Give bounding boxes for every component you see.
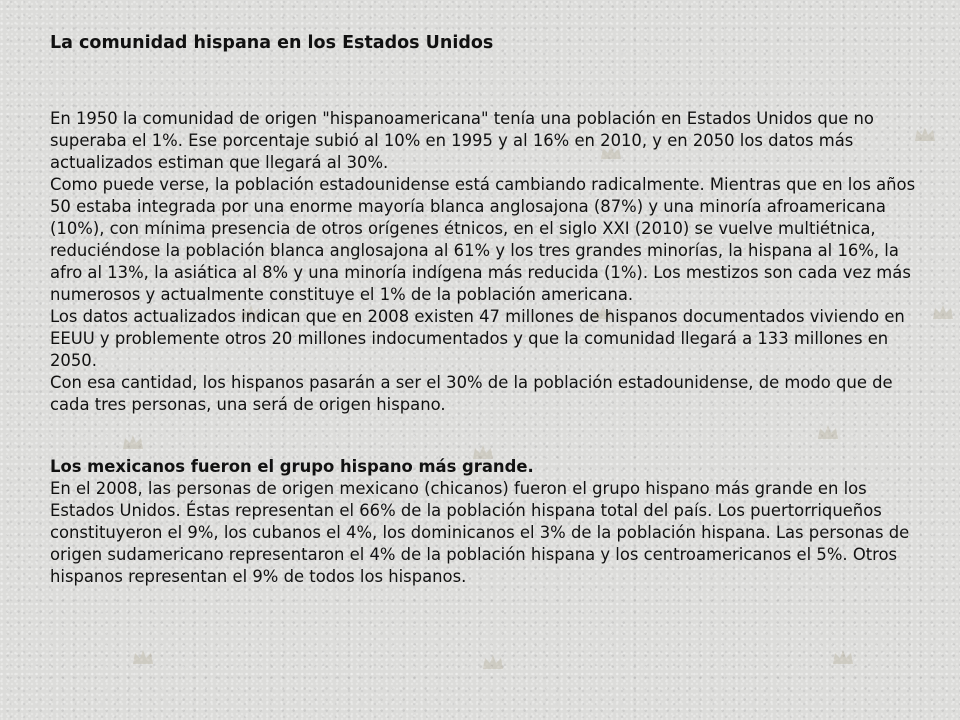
- crown-icon: [480, 650, 506, 676]
- paragraph-population-1950: En 1950 la comunidad de origen "hispanoamericana" tenía una población en Estados Unidos que no superaba el 1%. Ese porcentaje subió al 10% en 1995 y al 16% en 2010, y en 2050 los datos más actualizados estiman que llegará al 30%.: [50, 109, 874, 172]
- crown-icon: [930, 300, 956, 326]
- paragraph-updated-data: Los datos actualizados indican que en 2008 existen 47 millones de hispanos documentados viviendo en EEUU y problemente otros 20 millones indocumentados y que la comunidad llegará a 133 millones en 2050.: [50, 307, 905, 370]
- paragraph-mexicans: En el 2008, las personas de origen mexicano (chicanos) fueron el grupo hispano más grande en los Estados Unidos. Éstas representan el 66% de la población hispana total del país. Los puertorriqueños constituyeron el 9%, los cubanos el 4%, los dominicanos el 3% de la población hispana. Las personas de origen sudamericano representaron el 4% de la población hispana y los centroamericanos el 5%. Otros hispanos representan el 9% de todos los hispanos.: [50, 479, 910, 586]
- crown-icon: [130, 645, 156, 671]
- page-title: La comunidad hispana en los Estados Unidos: [50, 33, 494, 53]
- crown-icon: [830, 645, 856, 671]
- section-heading: Los mexicanos fueron el grupo hispano más grande.: [50, 457, 534, 476]
- paragraph-population-change: Como puede verse, la población estadounidense está cambiando radicalmente. Mientras que en los años 50 estaba integrada por una enorme mayoría blanca anglosajona (87%) y una minoría afroamericana (10%), con mínima presencia de otros orígenes étnicos, en el siglo XXI (2010) se vuelve multiétnica, reduciéndose la población blanca anglosajona al 61% y los tres grandes minorías, la hispana al 16%, la afro al 13%, la asiática al 8% y una minoría indígena más reducida (1%). Los mestizos son cada vez más numerosos y actualmente constituye el 1% de la población americana.: [50, 175, 916, 304]
- paragraph-projection: Con esa cantidad, los hispanos pasarán a ser el 30% de la población estadounidense, de modo que de cada tres personas, una será de origen hispano.: [50, 373, 893, 414]
- document-body: [50, 32, 932, 588]
